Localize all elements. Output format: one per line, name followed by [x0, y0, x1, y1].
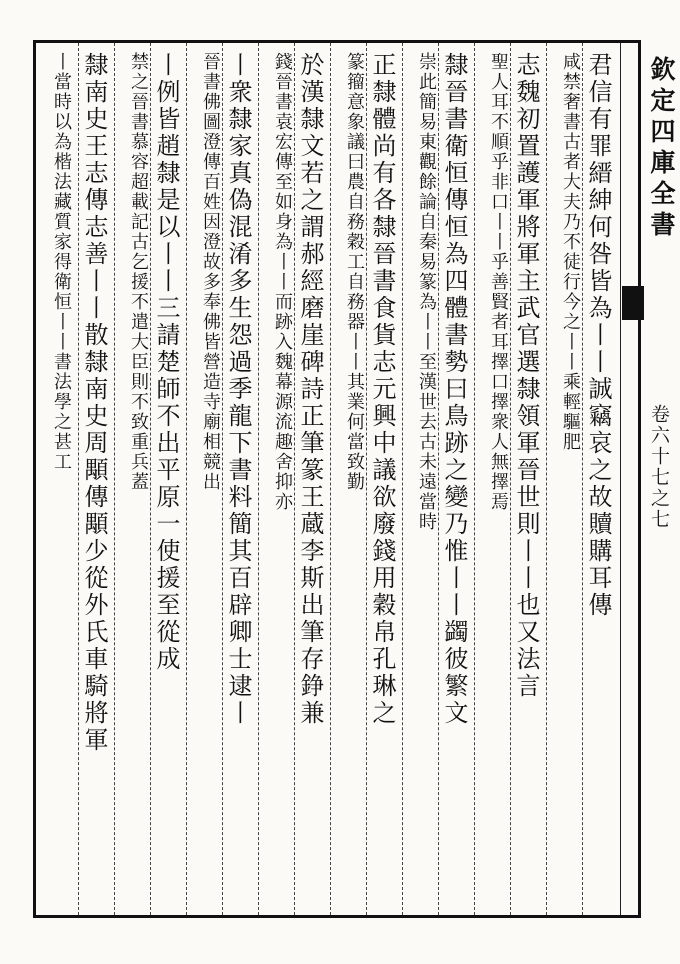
- text-column-14: 禁之晉書慕容超載記古乞援不遣大臣則不致重兵蓋: [128, 52, 149, 492]
- text-column-3: 志魏初置護軍將軍主武官選隸領軍晉世則丨丨也又法言: [512, 52, 540, 700]
- column-rule: [150, 43, 151, 915]
- text-column-8: 篆籀意象議曰農自務穀工自務器丨丨其業何當致勤: [344, 52, 365, 492]
- column-rule: [438, 43, 439, 915]
- text-column-12: 晉書佛圖澄傳百姓因澄故多奉佛皆營造寺廟相競出: [200, 52, 221, 492]
- column-rule: [114, 43, 115, 915]
- text-column-13: 丨例皆趙隸是以丨丨三請楚師不出平原一使援至從成: [152, 52, 180, 673]
- column-rule: [402, 43, 403, 915]
- text-column-15: 隸南史王志傳志善丨丨散隸南史周顒傳顒少從外氏車騎將軍: [80, 52, 108, 754]
- text-column-7: 正隸體尚有各隸晉書食貨志元興中議欲廢錢用穀帛孔琳之: [368, 52, 396, 727]
- column-rule: [366, 43, 367, 915]
- margin-rule: [620, 43, 621, 915]
- column-rule: [474, 43, 475, 915]
- column-rule: [294, 43, 295, 915]
- text-column-4: 聖人耳不順乎非口丨丨乎善賢者耳擇口擇衆人無擇焉: [488, 52, 509, 512]
- text-column-2: 咸禁奢書古者大夫乃不徒行今之丨丨乘輕驅肥: [560, 52, 581, 452]
- column-rule: [330, 43, 331, 915]
- column-rule: [186, 43, 187, 915]
- column-rule: [78, 43, 79, 915]
- column-rule: [510, 43, 511, 915]
- text-column-16: 丨當時以為楷法藏質家得衛恒丨丨書法學之甚工: [51, 52, 72, 472]
- text-column-5: 隸晉書衛恒傳恒為四體書勢曰鳥跡之變乃惟丨丨蠲彼繁文: [440, 52, 468, 727]
- column-rule: [546, 43, 547, 915]
- text-column-6: 崇此簡易東觀餘論自秦易篆為丨丨至漢世去古未遠當時: [416, 52, 437, 532]
- text-column-1: 君信有罪縉紳何咎皆為丨丨誠竊哀之故贖購耳傳: [584, 52, 612, 619]
- fishtail-mark: [622, 286, 644, 320]
- column-rule: [222, 43, 223, 915]
- text-column-10: 錢晉書袁宏傳至如身為丨丨而跡入魏幕源流趣舍抑亦: [272, 52, 293, 512]
- text-column-9: 於漢隸文若之謂郝經磨崖碑詩正筆篆王蔵李斯出筆存錚兼: [296, 52, 324, 727]
- page-border: [33, 40, 641, 918]
- column-rule: [258, 43, 259, 915]
- book-title: 欽定四庫全書: [647, 56, 676, 242]
- volume-label: 卷六十七之七: [648, 404, 670, 530]
- text-column-11: 丨衆隸家真偽混淆多生怨過季龍下書料簡其百辟卿士逮丨: [224, 52, 252, 727]
- column-rule: [582, 43, 583, 915]
